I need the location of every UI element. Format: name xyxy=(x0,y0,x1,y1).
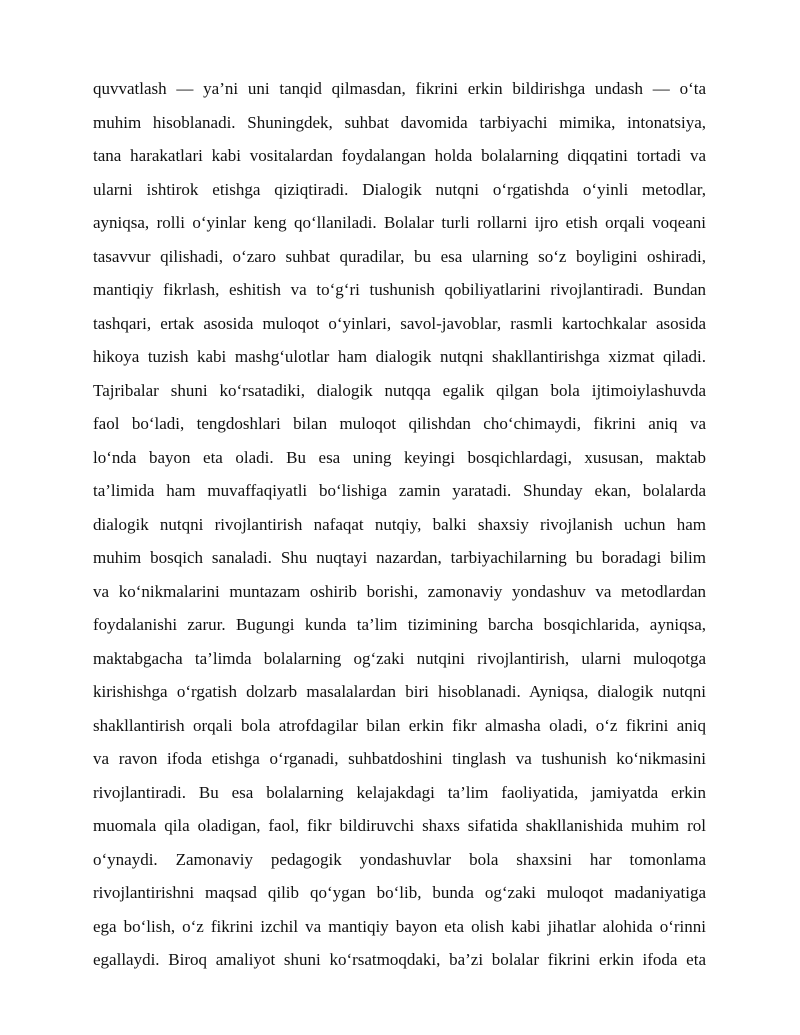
text-line: muhim bosqich sanaladi. Shu nuqtayi nazardan, tarbiyachilarning bu boradagi bilim xyxy=(93,548,706,567)
text-line: ularni ishtirok etishga qiziqtiradi. Dialogik nutqni o‘rgatishda o‘yinli metodlar, xyxy=(93,179,706,199)
text-line: egallaydi. Biroq amaliyot shuni ko‘rsatmoqdaki, ba’zi bolalar fikrini erkin ifoda eta xyxy=(93,950,706,969)
body-paragraph xyxy=(93,72,706,977)
text-line: shakllantirish orqali bola atrofdagilar bilan erkin fikr almasha oladi, o‘z fikrini aniq xyxy=(93,715,706,735)
text-line: quvvatlash — ya’ni uni tanqid qilmasdan, fikrini erkin bildirishga undash — o‘ta xyxy=(93,79,706,98)
text-line: kirishishga o‘rgatish dolzarb masalalardan biri hisoblanadi. Ayniqsa, dialogik nutqni xyxy=(93,682,706,701)
text-line: mantiqiy fikrlash, eshitish va to‘g‘ri tushunish qobiliyatlarini rivojlantiradi. Bundan xyxy=(93,280,706,299)
text-line: faol bo‘ladi, tengdoshlari bilan muloqot qilishdan cho‘chimaydi, fikrini aniq va xyxy=(93,414,706,433)
text-line: rivojlantirishni maqsad qilib qo‘ygan bo‘lib, bunda og‘zaki muloqot madaniyatiga xyxy=(93,883,706,902)
text-line: lo‘nda bayon eta oladi. Bu esa uning keyingi bosqichlardagi, xususan, maktab xyxy=(93,447,706,467)
text-line: tashqari, ertak asosida muloqot o‘yinlari, savol-javoblar, rasmli kartochkalar asosida xyxy=(93,313,706,333)
text-line: tana harakatlari kabi vositalardan foydalangan holda bolalarning diqqatini tortadi va xyxy=(93,146,706,165)
text-line: ega bo‘lish, o‘z fikrini izchil va mantiqiy bayon eta olish kabi jihatlar alohida o‘rinni xyxy=(93,916,706,936)
text-line: muomala qila oladigan, faol, fikr bildiruvchi shaxs sifatida shakllanishida muhim rol xyxy=(93,816,706,835)
text-line: va ko‘nikmalarini muntazam oshirib borishi, zamonaviy yondashuv va metodlardan xyxy=(93,581,706,601)
text-line: dialogik nutqni rivojlantirish nafaqat nutqiy, balki shaxsiy rivojlanish uchun ham xyxy=(93,514,706,534)
text-line: maktabgacha ta’limda bolalarning og‘zaki nutqini rivojlantirish, ularni muloqotga xyxy=(93,648,706,668)
text-line: foydalanishi zarur. Bugungi kunda ta’lim tizimining barcha bosqichlarida, ayniqsa, xyxy=(93,615,706,634)
text-line: o‘ynaydi. Zamonaviy pedagogik yondashuvlar bola shaxsini har tomonlama xyxy=(93,849,706,869)
text-line: ayniqsa, rolli o‘yinlar keng qo‘llaniladi. Bolalar turli rollarni ijro etish orqali voqeani xyxy=(93,213,706,232)
text-line: hikoya tuzish kabi mashg‘ulotlar ham dialogik nutqni shakllantirishga xizmat qiladi. xyxy=(93,347,706,366)
text-line: va ravon ifoda etishga o‘rganadi, suhbatdoshini tinglash va tushunish ko‘nikmasini xyxy=(93,749,706,768)
text-line: Tajribalar shuni ko‘rsatadiki, dialogik nutqqa egalik qilgan bola ijtimoiylashuvda xyxy=(93,380,706,400)
text-line: muhim hisoblanadi. Shuningdek, suhbat davomida tarbiyachi mimika, intonatsiya, xyxy=(93,112,706,132)
text-line: ta’limida ham muvaffaqiyatli bo‘lishiga zamin yaratadi. Shunday ekan, bolalarda xyxy=(93,481,706,500)
text-line: rivojlantiradi. Bu esa bolalarning kelajakdagi ta’lim faoliyatida, jamiyatda erkin xyxy=(93,782,706,802)
text-line: tasavvur qilishadi, o‘zaro suhbat quradilar, bu esa ularning so‘z boyligini oshiradi, xyxy=(93,246,706,266)
